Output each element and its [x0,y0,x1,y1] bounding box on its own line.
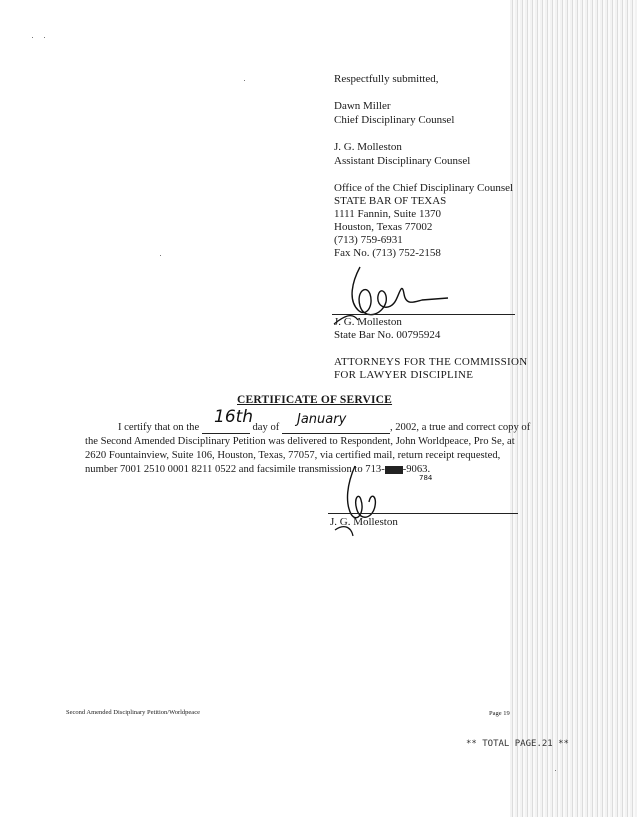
counsel1-title: Chief Disciplinary Counsel [334,114,455,126]
cert-line4-text: number 7001 2510 0001 8211 0522 and facsimile transmission to 713- [85,464,385,475]
signature-mark [325,462,405,542]
office-line: Fax No. (713) 752-2158 [334,247,441,259]
scan-speck [44,37,45,38]
attorneys-for-line: ATTORNEYS FOR THE COMMISSION [334,356,528,368]
signature-line [332,314,515,315]
counsel2-title: Assistant Disciplinary Counsel [334,155,471,167]
office-line: Office of the Chief Disciplinary Counsel [334,182,514,194]
fax-total-pages: ** TOTAL PAGE.21 ** [466,739,569,749]
signature-line [328,513,518,514]
cert-prefix: I certify that on the [118,422,200,433]
footer-page-number: Page 19 [489,710,510,717]
handwritten-correction: 784 [419,474,433,482]
signer-name: J. G. Molleston [334,316,402,328]
bar-number: State Bar No. 00795924 [334,329,441,341]
handwritten-day: 16th [214,407,254,427]
closing-text: Respectfully submitted, [334,73,439,85]
footer-doc-name: Second Amended Disciplinary Petition/Worldpeace [66,709,200,716]
counsel1-name: Dawn Miller [334,100,391,112]
counsel2-name: J. G. Molleston [334,141,402,153]
scan-speck [160,255,161,256]
scan-speck [555,770,556,771]
handwritten-month: January [297,412,347,427]
office-line: Houston, Texas 77002 [334,221,433,233]
cert-mid: day of [252,422,280,433]
certificate-line-3: 2620 Fountainview, Suite 106, Houston, Texas, 77057, via certified mail, return receipt requested, [85,450,501,461]
scan-speck [32,37,33,38]
certificate-title: CERTIFICATE OF SERVICE [237,394,393,406]
certificate-signer-name: J. G. Molleston [330,516,398,528]
cert-line4-end: -9063. [402,464,431,475]
certificate-line-2: the Second Amended Disciplinary Petition was delivered to Respondent, John Worldpeace, Pro Se, at [85,436,515,447]
office-line: (713) 759-6931 [334,234,403,246]
attorneys-for-line: FOR LAWYER DISCIPLINE [334,369,474,381]
cert-suffix: , 2002, a true and correct copy of [389,422,531,433]
office-line: 1111 Fannin, Suite 1370 [334,208,441,220]
scan-speck [244,80,245,81]
office-line: STATE BAR OF TEXAS [334,195,447,207]
scan-edge-artifact [510,0,637,817]
